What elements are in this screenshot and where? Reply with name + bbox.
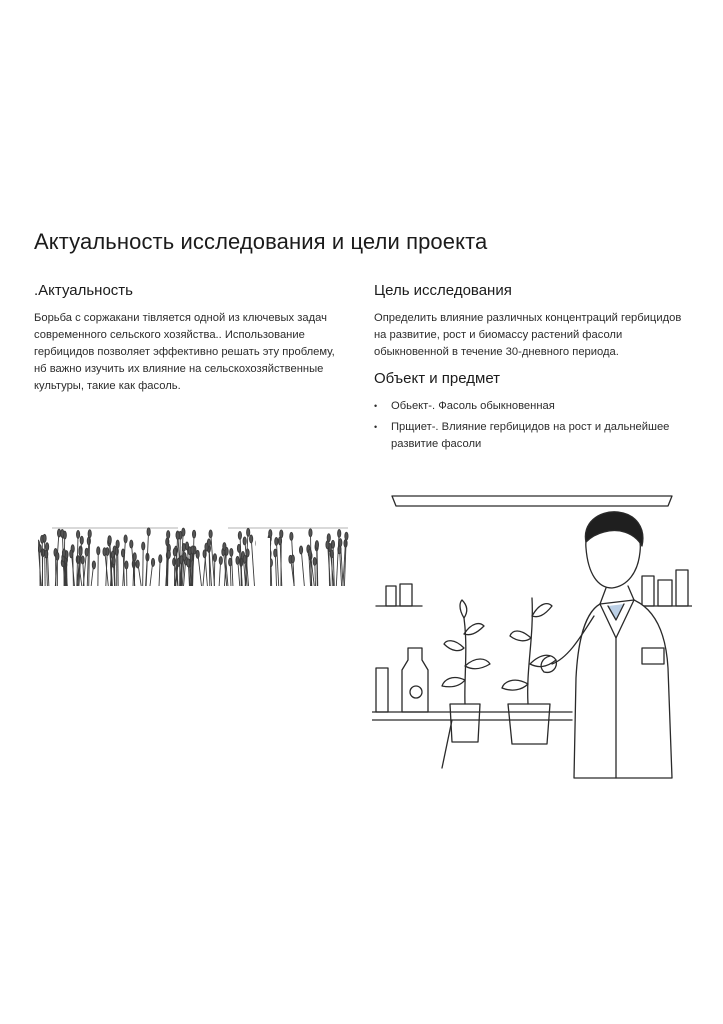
goal-text: Определить влияние различных концентраций гербицидов на развитие, рост и биомассу растений фасоли обыкновенной в течение 30-дневного периода. [374,312,682,358]
wheat-field-illustration [38,520,350,586]
bullet-icon: • [374,401,378,411]
bullet-icon: • [374,422,378,432]
scientist-with-plants-illustration [372,488,692,783]
goal-heading: Цель исследования [374,282,512,299]
slide-title: Актуальность исследования и цели проекта [34,229,488,254]
relevance-heading: .Актуальность [34,282,133,299]
list-item [374,419,689,453]
object-item-text: Обьект-. Фасоль обыкновенная [391,400,555,412]
relevance-text: Борьба с соржакани тівляется одной из ключевых задач современного сельского хозяйства.. Использование гербицидов позволяет эффективно решать эту проблему, нб важно изучить их влияние на сельскохозяйственные культуры, такие как фасоль. [34,312,335,392]
object-subject-list [374,398,689,457]
object-subject-heading: Объект и предмет [374,370,501,387]
list-item [374,398,689,415]
subject-item-text: Прщиет-. Влияние гербицидов на рост и дальнейшее развитие фасоли [391,421,670,450]
